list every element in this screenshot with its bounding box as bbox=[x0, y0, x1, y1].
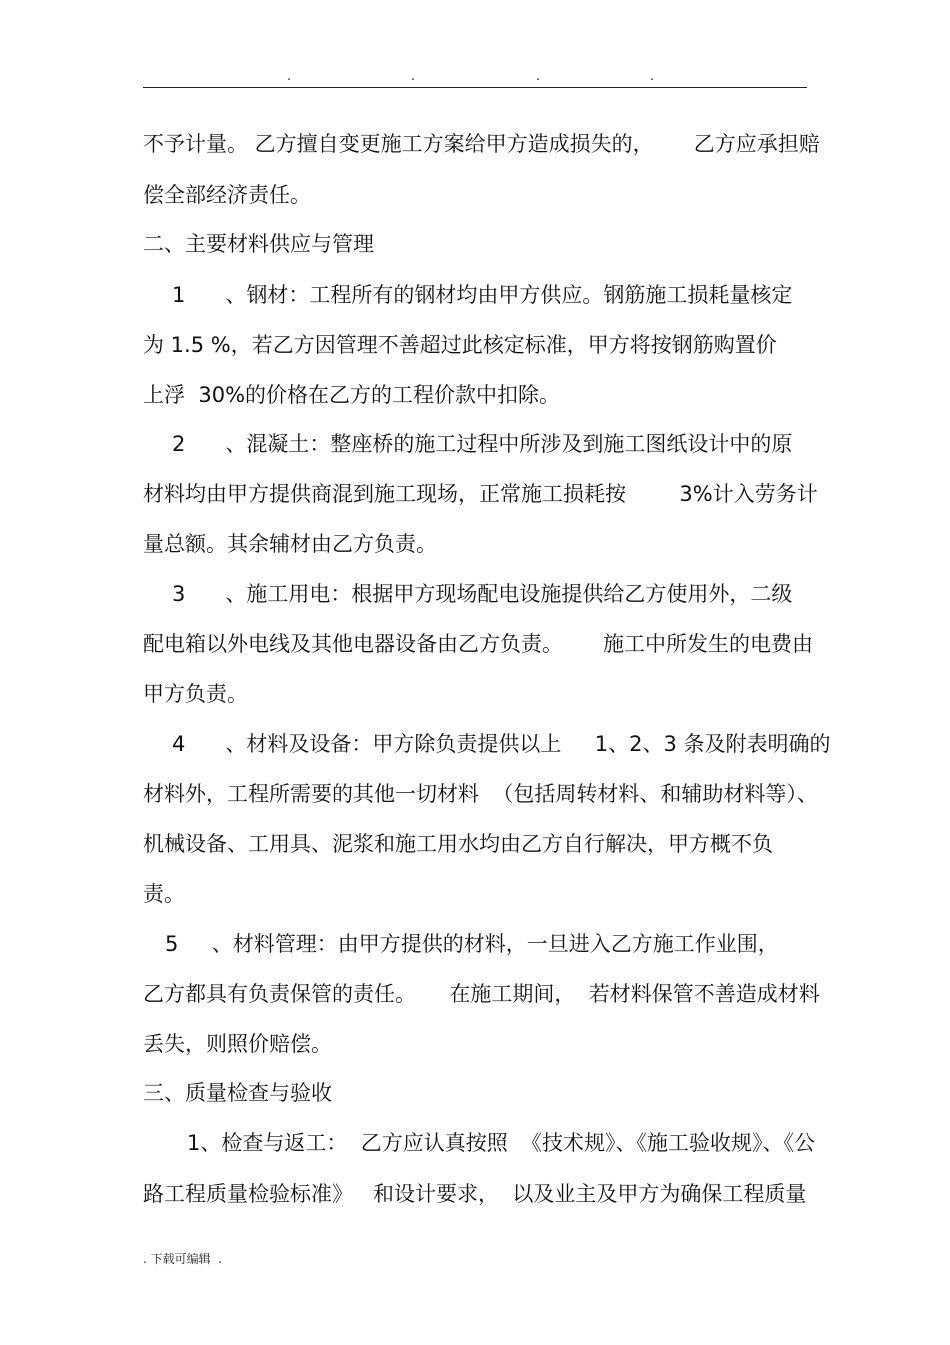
text-line: 4 、材料及设备：甲方除负责提供以上 1、2、3 条及附表明确的 bbox=[172, 732, 831, 756]
text-line: 乙方都具有负责保管的责任。 在施工期间， 若材料保管不善造成材料 bbox=[143, 982, 820, 1006]
text-line: 配电箱以外电线及其他电器设备由乙方负责。 施工中所发生的电费由 bbox=[143, 632, 814, 656]
text-line: 1 、钢材：工程所有的钢材均由甲方供应。钢筋施工损耗量核定 bbox=[172, 283, 793, 307]
text-line: 甲方负责。 bbox=[143, 682, 248, 706]
header-dot: . bbox=[650, 69, 655, 84]
text-line: 3 、施工用电：根据甲方现场配电设施提供给乙方使用外，二级 bbox=[172, 582, 793, 606]
text-line: 2 、混凝土：整座桥的施工过程中所涉及到施工图纸设计中的原 bbox=[172, 432, 793, 456]
text-line: 量总额。其余辅材由乙方负责。 bbox=[143, 532, 437, 556]
text-line: 材料均由甲方提供商混到施工现场，正常施工损耗按 3%计入劳务计 bbox=[143, 482, 818, 506]
page-footer: . 下载可编辑 . bbox=[143, 1252, 223, 1266]
header-rule bbox=[143, 87, 807, 88]
text-line: 责。 bbox=[143, 882, 185, 906]
page-header-dots bbox=[0, 70, 950, 84]
text-line: 材料外，工程所需要的其他一切材料 （包括周转材料、和辅助材料等）、 bbox=[143, 782, 818, 806]
header-dot: . bbox=[411, 69, 416, 84]
text-line: 不予计量。 乙方擅自变更施工方案给甲方造成损失的， 乙方应承担赔 bbox=[143, 132, 820, 156]
text-line: 偿全部经济责任。 bbox=[143, 183, 311, 207]
header-dot: . bbox=[536, 69, 541, 84]
text-line: 1、检查与返工： 乙方应认真按照 《技术规》、《施工验收规》、《公 bbox=[187, 1131, 816, 1155]
text-line: 为 1.5 %，若乙方因管理不善超过此核定标准，甲方将按钢筋购置价 bbox=[143, 333, 777, 357]
text-line: 路工程质量检验标准》 和设计要求， 以及业主及甲方为确保工程质量 bbox=[143, 1182, 807, 1206]
header-dot: . bbox=[287, 69, 292, 84]
text-line: 机械设备、工用具、泥浆和施工用水均由乙方自行解决，甲方概不负 bbox=[143, 832, 773, 856]
section-heading: 二、主要材料供应与管理 bbox=[143, 232, 374, 256]
section-heading: 三、质量检查与验收 bbox=[143, 1081, 332, 1105]
text-line: 上浮 30%的价格在乙方的工程价款中扣除。 bbox=[143, 383, 561, 407]
text-line: 5 、材料管理：由甲方提供的材料，一旦进入乙方施工作业围， bbox=[165, 932, 779, 956]
text-line: 丢失，则照价赔偿。 bbox=[143, 1032, 332, 1056]
